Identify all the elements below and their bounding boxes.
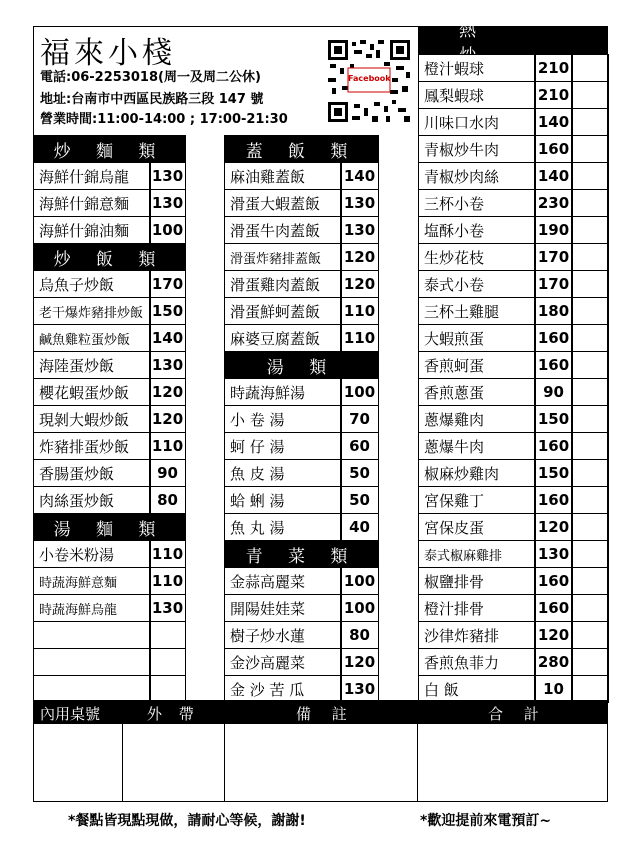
menu-item-price: 210 xyxy=(534,81,573,109)
menu-item-price: 100 xyxy=(340,378,379,406)
menu-item-name: 塩酥小卷 xyxy=(418,216,536,244)
section-header-soups: 湯 類 xyxy=(224,351,379,379)
menu-item-blank xyxy=(571,324,609,352)
menu-item-price: 190 xyxy=(534,216,573,244)
menu-item-blank xyxy=(571,216,609,244)
menu-item-name: 香煎蔥蛋 xyxy=(418,378,536,406)
takeout-field[interactable] xyxy=(122,723,225,802)
menu-item-name: 樹子炒水蓮 xyxy=(224,621,342,649)
menu-item-name: 肉絲蛋炒飯 xyxy=(33,486,151,514)
menu-item-price: 120 xyxy=(149,378,186,406)
qr-code xyxy=(326,38,412,124)
menu-item-name: 烏魚子炒飯 xyxy=(33,270,151,298)
menu-item-blank xyxy=(571,540,609,568)
menu-item-name: 白 飯 xyxy=(418,675,536,703)
menu-item-price: 140 xyxy=(534,108,573,136)
menu-item-price: 100 xyxy=(149,216,186,244)
total-label: 合 計 xyxy=(488,705,547,723)
menu-item-price: 160 xyxy=(534,567,573,595)
menu-item-blank xyxy=(571,81,609,109)
menu-item-price: 130 xyxy=(149,594,186,622)
table-number-label: 內用桌號 xyxy=(40,705,101,723)
notes-field[interactable] xyxy=(224,723,418,802)
menu-item-price: 70 xyxy=(340,405,379,433)
menu-item-price: 140 xyxy=(149,324,186,352)
menu-item-blank xyxy=(571,297,609,325)
takeout-label: 外 帶 xyxy=(147,705,200,723)
menu-item-blank xyxy=(571,594,609,622)
menu-item-name: 金 沙 苦 瓜 xyxy=(224,675,342,703)
menu-item-blank xyxy=(571,513,609,541)
menu-item-price: 100 xyxy=(340,567,379,595)
menu-item-price: 50 xyxy=(340,459,379,487)
menu-item-name: 泰式小卷 xyxy=(418,270,536,298)
menu-item-price: 120 xyxy=(340,270,379,298)
menu-item-price: 10 xyxy=(534,675,573,703)
menu-item-name: 香煎蚵蛋 xyxy=(418,351,536,379)
section-header-rice-bowls: 蓋 飯 類 xyxy=(224,135,379,163)
menu-item-name: 麻婆豆腐蓋飯 xyxy=(224,324,342,352)
menu-item-name: 滑蛋鮮蚵蓋飯 xyxy=(224,297,342,325)
menu-item-blank xyxy=(149,648,186,676)
menu-item-name: 香煎魚菲力 xyxy=(418,648,536,676)
menu-item-blank xyxy=(571,108,609,136)
menu-item-price: 130 xyxy=(340,216,379,244)
menu-item-price: 120 xyxy=(534,621,573,649)
menu-item-price: 50 xyxy=(340,486,379,514)
menu-item-price: 150 xyxy=(534,405,573,433)
menu-item-price: 110 xyxy=(340,297,379,325)
menu-item-name: 滑蛋炸豬排蓋飯 xyxy=(224,243,342,271)
menu-item-name: 時蔬海鮮湯 xyxy=(224,378,342,406)
menu-item-price: 130 xyxy=(149,162,186,190)
section-header-fried-noodles: 炒 麵 類 xyxy=(33,135,186,163)
menu-item-name: 海陸蛋炒飯 xyxy=(33,351,151,379)
table-number-field[interactable] xyxy=(33,723,123,802)
menu-item-name: 宮保雞丁 xyxy=(418,486,536,514)
section-header-vegetables: 青 菜 類 xyxy=(224,540,379,568)
menu-item-blank xyxy=(571,621,609,649)
notes-label: 備 註 xyxy=(296,705,355,723)
menu-item-name: 海鮮什錦烏龍 xyxy=(33,162,151,190)
menu-item-price: 160 xyxy=(534,135,573,163)
menu-item-price: 80 xyxy=(340,621,379,649)
menu-item-blank xyxy=(571,135,609,163)
menu-item-name: 蛤 蜊 湯 xyxy=(224,486,342,514)
menu-item-blank xyxy=(33,621,151,649)
menu-item-price: 130 xyxy=(340,189,379,217)
menu-item-blank xyxy=(149,675,186,703)
menu-item-name: 沙律炸豬排 xyxy=(418,621,536,649)
menu-item-name: 魚 皮 湯 xyxy=(224,459,342,487)
menu-item-name: 滑蛋牛肉蓋飯 xyxy=(224,216,342,244)
menu-item-price: 180 xyxy=(534,297,573,325)
menu-item-name: 現剝大蝦炒飯 xyxy=(33,405,151,433)
menu-item-name: 橙汁蝦球 xyxy=(418,54,536,82)
section-header-noodle-soup: 湯 麵 類 xyxy=(33,513,186,541)
menu-item-name: 鳳梨蝦球 xyxy=(418,81,536,109)
menu-item-blank xyxy=(571,459,609,487)
menu-item-price: 110 xyxy=(149,567,186,595)
menu-item-name: 金蒜高麗菜 xyxy=(224,567,342,595)
menu-item-price: 90 xyxy=(534,378,573,406)
menu-item-price: 170 xyxy=(149,270,186,298)
address-info: 地址:台南市中西區民族路三段 147 號 xyxy=(40,92,264,107)
menu-item-price: 150 xyxy=(534,459,573,487)
menu-item-price: 150 xyxy=(149,297,186,325)
menu-item-price: 140 xyxy=(340,162,379,190)
menu-item-price: 110 xyxy=(340,324,379,352)
menu-item-price: 140 xyxy=(534,162,573,190)
hours-info: 營業時間:11:00-14:00 ; 17:00-21:30 xyxy=(40,112,288,127)
menu-item-name: 香腸蛋炒飯 xyxy=(33,459,151,487)
total-field[interactable] xyxy=(417,723,608,802)
menu-item-name: 魚 丸 湯 xyxy=(224,513,342,541)
restaurant-title: 福來小棧 xyxy=(40,36,176,71)
menu-item-name: 櫻花蝦蛋炒飯 xyxy=(33,378,151,406)
menu-item-name: 滑蛋大蝦蓋飯 xyxy=(224,189,342,217)
menu-item-name: 時蔬海鮮烏龍 xyxy=(33,594,151,622)
menu-item-blank xyxy=(571,486,609,514)
menu-item-name: 椒麻炒雞肉 xyxy=(418,459,536,487)
menu-item-blank xyxy=(571,189,609,217)
menu-item-name: 開陽娃娃菜 xyxy=(224,594,342,622)
menu-item-price: 170 xyxy=(534,243,573,271)
phone-info: 電話:06-2253018(周一及周二公休) xyxy=(40,70,261,85)
menu-item-name: 青椒炒肉絲 xyxy=(418,162,536,190)
menu-item-blank xyxy=(571,351,609,379)
section-header-stir-fry: 熱 炒 xyxy=(418,27,608,54)
menu-item-price: 280 xyxy=(534,648,573,676)
menu-item-name: 大蝦煎蛋 xyxy=(418,324,536,352)
menu-item-name: 蚵 仔 湯 xyxy=(224,432,342,460)
menu-item-blank xyxy=(571,648,609,676)
menu-item-blank xyxy=(149,621,186,649)
menu-item-name: 泰式椒麻雞排 xyxy=(418,540,536,568)
menu-item-name: 蔥爆雞肉 xyxy=(418,405,536,433)
menu-item-name: 宮保皮蛋 xyxy=(418,513,536,541)
menu-item-name: 海鮮什錦意麵 xyxy=(33,189,151,217)
menu-item-price: 100 xyxy=(340,594,379,622)
menu-item-name: 老干爆炸豬排炒飯 xyxy=(33,297,151,325)
menu-item-name: 椒鹽排骨 xyxy=(418,567,536,595)
menu-item-blank xyxy=(571,405,609,433)
menu-item-price: 210 xyxy=(534,54,573,82)
menu-item-price: 160 xyxy=(534,351,573,379)
menu-item-blank xyxy=(571,270,609,298)
menu-item-price: 170 xyxy=(534,270,573,298)
menu-item-price: 60 xyxy=(340,432,379,460)
menu-item-blank xyxy=(571,675,609,703)
menu-item-price: 40 xyxy=(340,513,379,541)
menu-item-name: 炸豬排蛋炒飯 xyxy=(33,432,151,460)
menu-item-price: 130 xyxy=(534,540,573,568)
menu-item-name: 海鮮什錦油麵 xyxy=(33,216,151,244)
menu-item-blank xyxy=(33,675,151,703)
menu-item-name: 川味口水肉 xyxy=(418,108,536,136)
menu-item-blank xyxy=(571,378,609,406)
menu-item-price: 160 xyxy=(534,432,573,460)
menu-item-blank xyxy=(571,162,609,190)
menu-item-price: 110 xyxy=(149,540,186,568)
menu-item-price: 160 xyxy=(534,486,573,514)
menu-item-name: 小 卷 湯 xyxy=(224,405,342,433)
menu-item-price: 130 xyxy=(149,189,186,217)
menu-item-name: 三杯小卷 xyxy=(418,189,536,217)
menu-item-name: 青椒炒牛肉 xyxy=(418,135,536,163)
menu-item-price: 120 xyxy=(534,513,573,541)
menu-item-name: 小卷米粉湯 xyxy=(33,540,151,568)
menu-item-name: 麻油雞蓋飯 xyxy=(224,162,342,190)
menu-item-price: 160 xyxy=(534,324,573,352)
menu-item-price: 90 xyxy=(149,459,186,487)
menu-item-price: 230 xyxy=(534,189,573,217)
footer-note-right: *歡迎提前來電預訂~ xyxy=(420,813,552,829)
menu-item-price: 130 xyxy=(340,675,379,703)
menu-item-price: 120 xyxy=(340,648,379,676)
menu-item-blank xyxy=(571,243,609,271)
menu-item-price: 120 xyxy=(149,405,186,433)
menu-item-blank xyxy=(571,567,609,595)
menu-item-price: 160 xyxy=(534,594,573,622)
menu-item-name: 時蔬海鮮意麵 xyxy=(33,567,151,595)
menu-item-name: 三杯土雞腿 xyxy=(418,297,536,325)
menu-item-blank xyxy=(571,54,609,82)
section-header-fried-rice: 炒 飯 類 xyxy=(33,243,186,271)
menu-item-price: 120 xyxy=(340,243,379,271)
qr-facebook-label: Facebook xyxy=(348,74,391,83)
menu-item-price: 80 xyxy=(149,486,186,514)
menu-item-blank xyxy=(571,432,609,460)
menu-item-name: 金沙高麗菜 xyxy=(224,648,342,676)
menu-item-name: 橙汁排骨 xyxy=(418,594,536,622)
footer-note-left: *餐點皆現點現做，請耐心等候，謝謝! xyxy=(68,813,306,829)
menu-item-price: 130 xyxy=(149,351,186,379)
menu-item-blank xyxy=(33,648,151,676)
menu-item-name: 生炒花枝 xyxy=(418,243,536,271)
menu-item-name: 蔥爆牛肉 xyxy=(418,432,536,460)
menu-item-name: 滑蛋雞肉蓋飯 xyxy=(224,270,342,298)
menu-item-price: 110 xyxy=(149,432,186,460)
menu-item-name: 鹹魚雞粒蛋炒飯 xyxy=(33,324,151,352)
